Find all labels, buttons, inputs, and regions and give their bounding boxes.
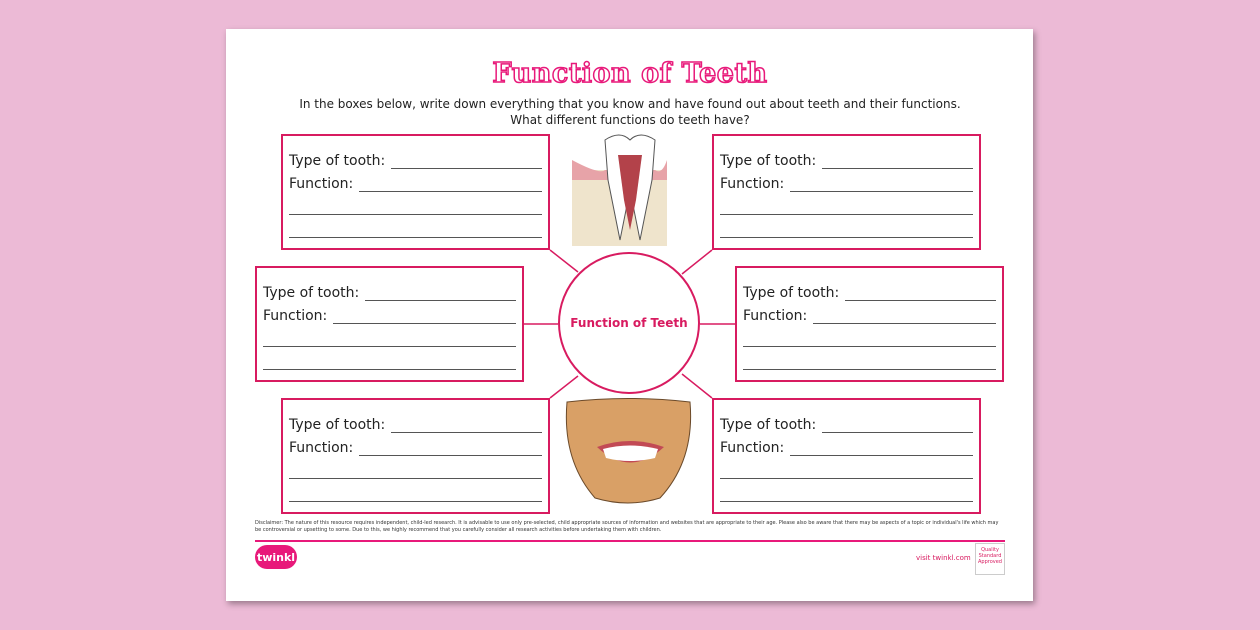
function-label: Function:	[289, 440, 354, 456]
smiling-mouth-image	[566, 399, 690, 504]
answer-line[interactable]	[263, 347, 516, 370]
answer-line[interactable]	[743, 347, 996, 370]
function-input[interactable]	[333, 310, 516, 324]
disclaimer: Disclaimer: The nature of this resource requires independent, child-led research. It is advisable to use only pre-selected, child appropriate sources of information and websites that are appropriate to their age. Please also be aware that there may be aspects of a topic or individual's life which may be controversial or upsetting to some. Due to this, we highly recommend that you carefully consider all research activities before undertaking them with children.	[255, 520, 999, 533]
type-input[interactable]	[822, 155, 973, 169]
type-input[interactable]	[365, 287, 516, 301]
twinkl-logo[interactable]: twinkl	[255, 545, 297, 569]
answer-line[interactable]	[720, 192, 973, 215]
function-label: Function:	[289, 176, 354, 192]
center-label: Function of Teeth	[570, 316, 688, 330]
type-label: Type of tooth:	[289, 417, 386, 433]
answer-line[interactable]	[289, 192, 542, 215]
tooth-box-bottom-left	[281, 398, 550, 514]
footer-divider	[255, 540, 1005, 542]
visit-link[interactable]: visit twinkl.com	[916, 554, 971, 562]
function-label: Function:	[263, 308, 328, 324]
instruction-line: In the boxes below, write down everything that you know and have found out about teeth and their functions.	[299, 97, 961, 111]
type-label: Type of tooth:	[743, 285, 840, 301]
function-input[interactable]	[813, 310, 996, 324]
answer-line[interactable]	[743, 324, 996, 347]
type-input[interactable]	[845, 287, 996, 301]
function-input[interactable]	[790, 442, 973, 456]
type-input[interactable]	[391, 419, 542, 433]
answer-line[interactable]	[263, 324, 516, 347]
tooth-box-middle-right	[735, 266, 1004, 382]
center-topic-circle	[558, 252, 700, 394]
quality-badge: Quality Standard Approved	[975, 543, 1005, 575]
tooth-box-bottom-right	[712, 398, 981, 514]
function-label: Function:	[720, 176, 785, 192]
instruction-question: What different functions do teeth have?	[510, 113, 750, 127]
function-label: Function:	[720, 440, 785, 456]
answer-line[interactable]	[720, 456, 973, 479]
type-input[interactable]	[391, 155, 542, 169]
type-label: Type of tooth:	[263, 285, 360, 301]
type-label: Type of tooth:	[720, 417, 817, 433]
answer-line[interactable]	[720, 215, 973, 238]
type-input[interactable]	[822, 419, 973, 433]
answer-line[interactable]	[720, 479, 973, 502]
tooth-box-middle-left	[255, 266, 524, 382]
answer-line[interactable]	[289, 479, 542, 502]
type-label: Type of tooth:	[289, 153, 386, 169]
function-input[interactable]	[359, 442, 542, 456]
type-label: Type of tooth:	[720, 153, 817, 169]
answer-line[interactable]	[289, 215, 542, 238]
function-label: Function:	[743, 308, 808, 324]
function-input[interactable]	[790, 178, 973, 192]
answer-line[interactable]	[289, 456, 542, 479]
tooth-box-top-right	[712, 134, 981, 250]
tooth-box-top-left	[281, 134, 550, 250]
tooth-cross-section-image	[572, 135, 667, 246]
page-title: Function of Teeth	[492, 58, 768, 89]
function-input[interactable]	[359, 178, 542, 192]
